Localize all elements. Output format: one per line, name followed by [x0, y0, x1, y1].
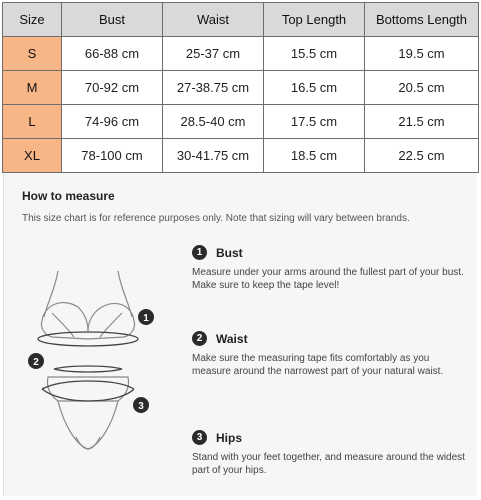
bust-cell: 70-92 cm — [62, 71, 163, 105]
step-title: Bust — [216, 245, 243, 260]
bottoms-length-cell: 19.5 cm — [365, 37, 479, 71]
figure-marker-2: 2 — [33, 357, 39, 368]
header-top-length: Top Length — [264, 3, 365, 37]
step-number-badge: 3 — [192, 430, 207, 445]
step-hips — [192, 430, 467, 477]
waist-cell: 30-41.75 cm — [163, 139, 264, 173]
size-cell: S — [3, 37, 62, 71]
figure-marker-1: 1 — [143, 313, 149, 324]
top-length-cell: 17.5 cm — [264, 105, 365, 139]
measure-disclaimer: This size chart is for reference purposes only. Note that sizing will vary between brands. — [22, 213, 410, 224]
figure-marker-3: 3 — [138, 401, 144, 412]
bottoms-length-cell: 20.5 cm — [365, 71, 479, 105]
top-length-cell: 15.5 cm — [264, 37, 365, 71]
step-number-badge: 2 — [192, 331, 207, 346]
step-description: Measure under your arms around the fullest part of your bust. Make sure to keep the tape level! — [192, 267, 464, 291]
bottoms-length-cell: 21.5 cm — [365, 105, 479, 139]
table-header-row — [3, 3, 479, 37]
top-length-cell: 16.5 cm — [264, 71, 365, 105]
how-to-measure-panel — [3, 173, 477, 496]
step-title: Hips — [216, 430, 243, 445]
header-bottoms-length: Bottoms Length — [365, 3, 479, 37]
measure-title: How to measure — [22, 189, 115, 203]
table-row — [3, 105, 479, 139]
size-chart-table — [2, 2, 479, 173]
step-bust — [192, 245, 467, 292]
bottoms-length-cell: 22.5 cm — [365, 139, 479, 173]
step-number-badge: 1 — [192, 245, 207, 260]
size-cell: XL — [3, 139, 62, 173]
table-row — [3, 37, 479, 71]
bust-cell: 66-88 cm — [62, 37, 163, 71]
bust-cell: 78-100 cm — [62, 139, 163, 173]
step-waist — [192, 331, 467, 378]
header-bust: Bust — [62, 3, 163, 37]
table-row — [3, 71, 479, 105]
header-size: Size — [3, 3, 62, 37]
header-waist: Waist — [163, 3, 264, 37]
waist-cell: 27-38.75 cm — [163, 71, 264, 105]
size-cell: L — [3, 105, 62, 139]
step-title: Waist — [216, 331, 248, 346]
top-length-cell: 18.5 cm — [264, 139, 365, 173]
size-cell: M — [3, 71, 62, 105]
waist-cell: 28.5-40 cm — [163, 105, 264, 139]
waist-cell: 25-37 cm — [163, 37, 264, 71]
step-description: Stand with your feet together, and measure around the widest part of your hips. — [192, 452, 465, 476]
bikini-illustration-icon — [22, 265, 172, 461]
step-description: Make sure the measuring tape fits comfortably as you measure around the narrowest part of your natural waist. — [192, 353, 444, 377]
table-row — [3, 139, 479, 173]
bust-cell: 74-96 cm — [62, 105, 163, 139]
